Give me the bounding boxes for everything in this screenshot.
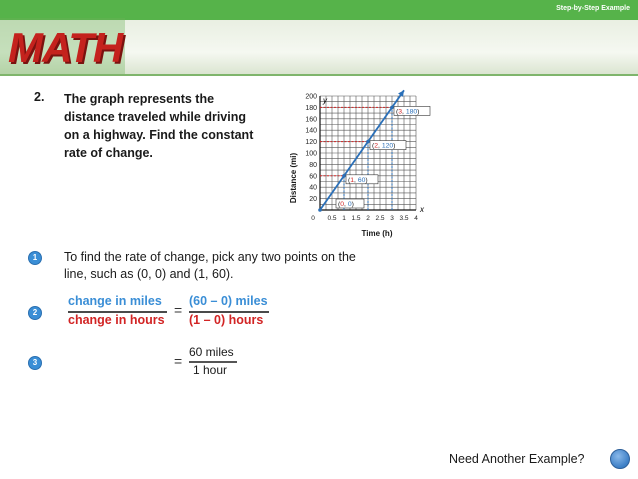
data-point: [390, 106, 394, 110]
point-label: (2, 120): [372, 142, 396, 150]
data-point: [342, 174, 346, 178]
data-point: [366, 140, 370, 144]
x-tick-label: 3.5: [399, 215, 409, 222]
y-tick-label: 200: [305, 93, 317, 101]
question-text: The graph represents the distance traveled while driving on a highway. Find the constant rate of change.: [64, 92, 254, 160]
need-another-example-link[interactable]: Need Another Example?: [449, 452, 585, 466]
x-axis-letter: x: [420, 205, 424, 214]
next-example-button[interactable]: [610, 449, 630, 469]
y-tick-label: 140: [305, 127, 317, 135]
point-label: (1, 60): [348, 176, 368, 184]
x-tick-label: 2: [366, 215, 370, 222]
y-tick-label: 20: [309, 196, 317, 204]
y-axis-letter: y: [323, 96, 327, 105]
x-tick-label: 0.5: [327, 215, 337, 222]
lhs-denominator: change in hours: [68, 313, 165, 327]
x-tick-label: 3: [390, 215, 394, 222]
step-3-denominator: 1 hour: [193, 363, 228, 377]
x-tick-label: 1: [342, 215, 346, 222]
y-tick-label: 40: [309, 184, 317, 192]
x-axis-title: Time (h): [361, 229, 393, 238]
y-tick-label: 160: [305, 116, 317, 124]
x-tick-label: 2.5: [375, 215, 385, 222]
step-1-marker: 1: [28, 251, 42, 265]
step-1-text: To find the rate of change, pick any two points on the line, such as (0, 0) and (1, 60).: [64, 250, 356, 281]
rhs-denominator: (1 – 0) hours: [189, 313, 264, 327]
point-label: (3, 180): [396, 108, 420, 116]
step-2-marker: 2: [28, 306, 42, 320]
header-subtitle: Step-by-Step Example: [556, 5, 630, 12]
lhs-numerator: change in miles: [68, 294, 162, 308]
math-logo: MATH: [8, 24, 123, 71]
step-3-marker: 3: [28, 356, 42, 370]
point-label: (0, 0): [338, 201, 354, 208]
question-number: 2.: [34, 90, 45, 104]
x-tick-label: 1.5: [351, 215, 361, 222]
y-tick-label: 180: [305, 104, 317, 112]
y-tick-label: 100: [305, 150, 317, 158]
graph-line: [318, 90, 404, 211]
rhs-numerator: (60 – 0) miles: [189, 294, 268, 308]
step-3-numerator: 60 miles: [189, 345, 234, 359]
header-divider: [0, 74, 638, 76]
distance-time-graph: [285, 86, 445, 246]
step-3-equals: =: [174, 353, 183, 369]
y-axis-title: Distance (mi): [289, 152, 298, 204]
step-2-equals: =: [174, 302, 183, 318]
data-point: [318, 208, 322, 212]
x-tick-label: 4: [414, 215, 418, 222]
x-tick-label: 0: [311, 215, 315, 222]
y-tick-label: 60: [309, 173, 317, 181]
y-tick-label: 80: [309, 161, 317, 169]
y-tick-label: 120: [305, 139, 317, 147]
header-bar: [0, 0, 638, 20]
